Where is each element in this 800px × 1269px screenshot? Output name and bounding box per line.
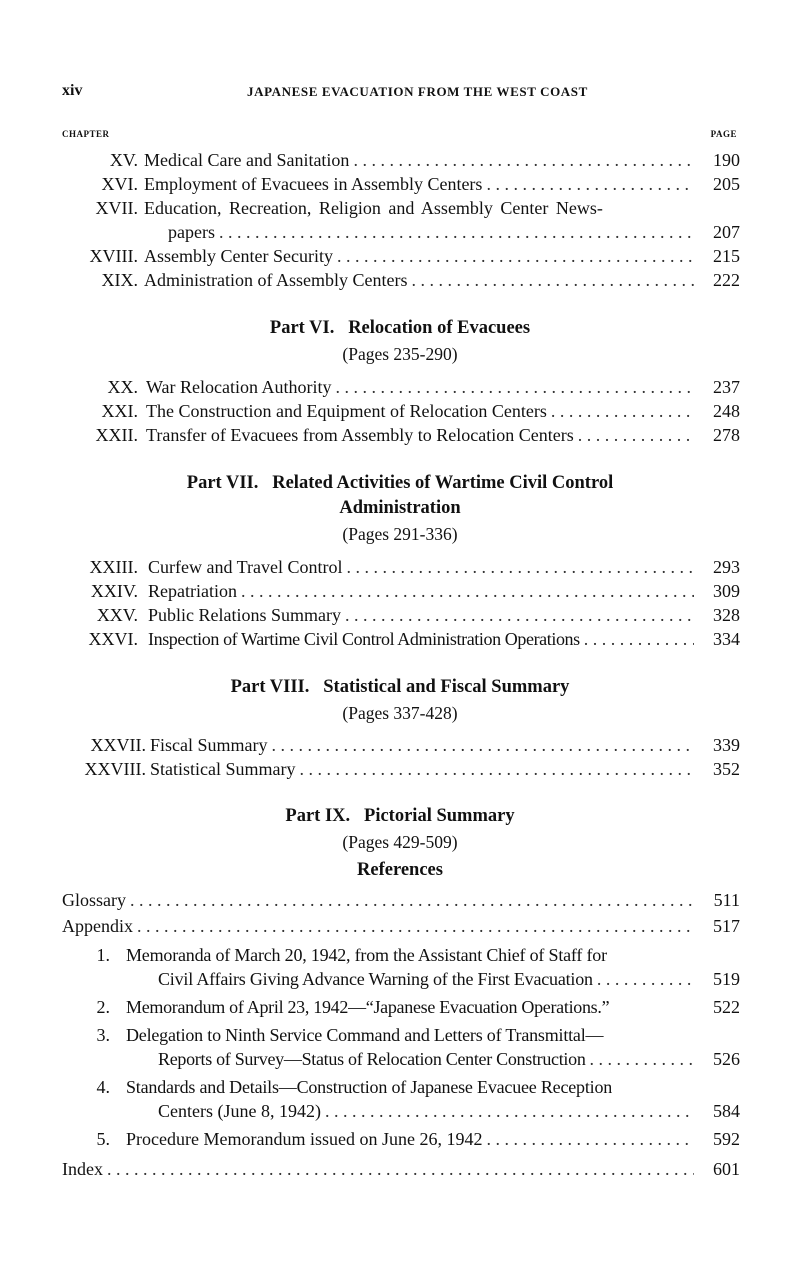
toc-entry <box>0 627 800 651</box>
dot-leader <box>107 1157 694 1181</box>
page-ref: 511 <box>713 890 740 910</box>
appendix-item-title-continued: Centers (June 8, 1942) <box>158 1101 321 1121</box>
running-title: JAPANESE EVACUATION FROM THE WEST COAST <box>247 84 588 99</box>
chapter-title: Curfew and Travel Control <box>148 557 343 577</box>
part-page-range: (Pages 235-290) <box>342 344 458 364</box>
appendix-item-number: 4. <box>96 1077 110 1097</box>
glossary-label: Glossary <box>62 890 126 910</box>
chapter-number: XV. <box>109 150 138 170</box>
chapter-title: Administration of Assembly Centers <box>144 270 408 290</box>
dot-leader <box>411 268 694 292</box>
appendix-item <box>0 995 800 1019</box>
toc-entry <box>0 555 800 579</box>
appendix-item-number: 3. <box>96 1025 110 1045</box>
toc-entry <box>0 196 800 220</box>
dot-leader <box>130 888 694 912</box>
toc-entry <box>0 757 800 781</box>
dot-leader <box>336 375 694 399</box>
toc-entry <box>0 888 800 912</box>
part-heading: Part IX. Pictorial Summary <box>285 806 515 826</box>
page-ref: 207 <box>713 222 740 242</box>
chapter-number: XXIII. <box>89 557 138 577</box>
appendix-item-title-continued: Reports of Survey—Status of Relocation Center Construction <box>158 1049 586 1069</box>
page-ref: 592 <box>713 1129 740 1149</box>
dot-leader <box>486 1127 694 1151</box>
appendix-item-continuation <box>0 1099 800 1123</box>
chapter-title: Repatriation <box>148 581 237 601</box>
page-ref: 328 <box>713 605 740 625</box>
chapter-title: Public Relations Summary <box>148 605 341 625</box>
page-ref: 601 <box>713 1159 740 1179</box>
chapter-number: XVII. <box>95 198 138 218</box>
chapter-title: Education, Recreation, Religion and Assembly Center News- <box>144 198 603 218</box>
chapter-number: XIX. <box>101 270 138 290</box>
appendix-item-continuation <box>0 1047 800 1071</box>
toc-entry <box>0 423 800 447</box>
dot-leader <box>346 555 694 579</box>
appendix-item-title: Memorandum of April 23, 1942—“Japanese Evacuation Operations.” <box>126 997 610 1017</box>
page-ref: 190 <box>713 150 740 170</box>
appendix-item <box>0 1075 800 1099</box>
page-ref: 222 <box>713 270 740 290</box>
page-ref: 522 <box>713 997 740 1017</box>
dot-leader <box>584 627 694 651</box>
dot-leader <box>353 148 694 172</box>
appendix-item-title: Procedure Memorandum issued on June 26, 1942 <box>126 1129 483 1149</box>
chapter-number: XVI. <box>101 174 138 194</box>
page-ref: 237 <box>713 377 740 397</box>
page-ref: 519 <box>713 969 740 989</box>
dot-leader <box>486 172 694 196</box>
chapter-number: XXII. <box>95 425 138 445</box>
chapter-number: XVIII. <box>89 246 138 266</box>
appendix-item <box>0 1023 800 1047</box>
page-ref: 517 <box>713 916 740 936</box>
dot-leader <box>597 967 694 991</box>
page-ref: 526 <box>713 1049 740 1069</box>
dot-leader <box>300 757 695 781</box>
dot-leader <box>590 1047 694 1071</box>
toc-entry <box>0 914 800 938</box>
appendix-item-number: 1. <box>96 945 110 965</box>
references-heading: References <box>357 860 443 880</box>
dot-leader <box>219 220 694 244</box>
appendix-item-title: Delegation to Ninth Service Command and Letters of Transmittal— <box>126 1025 604 1045</box>
part-heading: Part VI. Relocation of Evacuees <box>269 318 531 338</box>
dot-leader <box>345 603 694 627</box>
appendix-item-title-continued: Civil Affairs Giving Advance Warning of the First Evacuation <box>158 969 593 989</box>
appendix-item <box>0 943 800 967</box>
chapter-title: War Relocation Authority <box>146 377 332 397</box>
chapter-title: Assembly Center Security <box>144 246 333 266</box>
chapter-number: XXIV. <box>90 581 138 601</box>
toc-entry <box>0 733 800 757</box>
appendix-item-number: 5. <box>96 1129 110 1149</box>
chapter-title: Statistical Summary <box>150 759 296 779</box>
toc-entry <box>0 375 800 399</box>
page-number: xiv <box>62 82 83 99</box>
chapter-title-continued: papers <box>168 222 215 242</box>
toc-entry <box>0 1157 800 1181</box>
chapter-number: XX. <box>107 377 138 397</box>
page-ref: 293 <box>713 557 740 577</box>
dot-leader <box>272 733 695 757</box>
toc-entry <box>0 148 800 172</box>
part-page-range: (Pages 429-509) <box>342 832 458 852</box>
page-header <box>62 82 740 102</box>
dot-leader <box>137 914 694 938</box>
toc-entry-continuation <box>0 220 800 244</box>
toc-entry <box>0 603 800 627</box>
part-heading-continued: Administration <box>339 498 461 518</box>
toc-entry <box>0 579 800 603</box>
chapter-title: Medical Care and Sanitation <box>144 150 350 170</box>
appendix-item-title: Standards and Details—Construction of Japanese Evacuee Reception <box>126 1077 613 1097</box>
page-ref: 205 <box>713 174 740 194</box>
chapter-title: Fiscal Summary <box>150 735 268 755</box>
toc-entry <box>0 244 800 268</box>
chapter-number: XXVI. <box>88 629 138 649</box>
dot-leader <box>578 423 694 447</box>
chapter-number: XXI. <box>101 401 138 421</box>
toc-entry <box>0 172 800 196</box>
page-ref: 278 <box>713 425 740 445</box>
index-label: Index <box>62 1159 103 1179</box>
dot-leader <box>337 244 694 268</box>
appendix-label: Appendix <box>62 916 133 936</box>
dot-leader <box>551 399 694 423</box>
part-heading: Part VIII. Statistical and Fiscal Summary <box>230 677 570 697</box>
page-ref: 334 <box>713 629 740 649</box>
page-ref: 248 <box>713 401 740 421</box>
chapter-number: XXVII. <box>90 735 146 755</box>
appendix-item-number: 2. <box>96 997 110 1017</box>
part-page-range: (Pages 291-336) <box>342 524 458 544</box>
dot-leader <box>241 579 694 603</box>
appendix-item-continuation <box>0 967 800 991</box>
chapter-number: XXVIII. <box>84 759 146 779</box>
appendix-item <box>0 1127 800 1151</box>
page-ref: 352 <box>713 759 740 779</box>
page-ref: 215 <box>713 246 740 266</box>
dot-leader <box>325 1099 694 1123</box>
chapter-title: Inspection of Wartime Civil Control Administration Operations <box>148 629 580 649</box>
chapter-title: Transfer of Evacuees from Assembly to Relocation Centers <box>146 425 574 445</box>
toc-entry <box>0 399 800 423</box>
page-ref: 309 <box>713 581 740 601</box>
page-ref: 339 <box>713 735 740 755</box>
chapter-column-label: CHAPTER <box>62 129 110 139</box>
chapter-number: XXV. <box>96 605 138 625</box>
page-ref: 584 <box>713 1101 740 1121</box>
page-column-label: PAGE <box>710 129 737 139</box>
chapter-title: The Construction and Equipment of Relocation Centers <box>146 401 547 421</box>
column-labels <box>62 129 737 143</box>
part-page-range: (Pages 337-428) <box>342 703 458 723</box>
appendix-item-title: Memoranda of March 20, 1942, from the Assistant Chief of Staff for <box>126 945 607 965</box>
chapter-title: Employment of Evacuees in Assembly Centers <box>144 174 483 194</box>
toc-entry <box>0 268 800 292</box>
part-heading: Part VII. Related Activities of Wartime Civil Control <box>186 473 614 493</box>
